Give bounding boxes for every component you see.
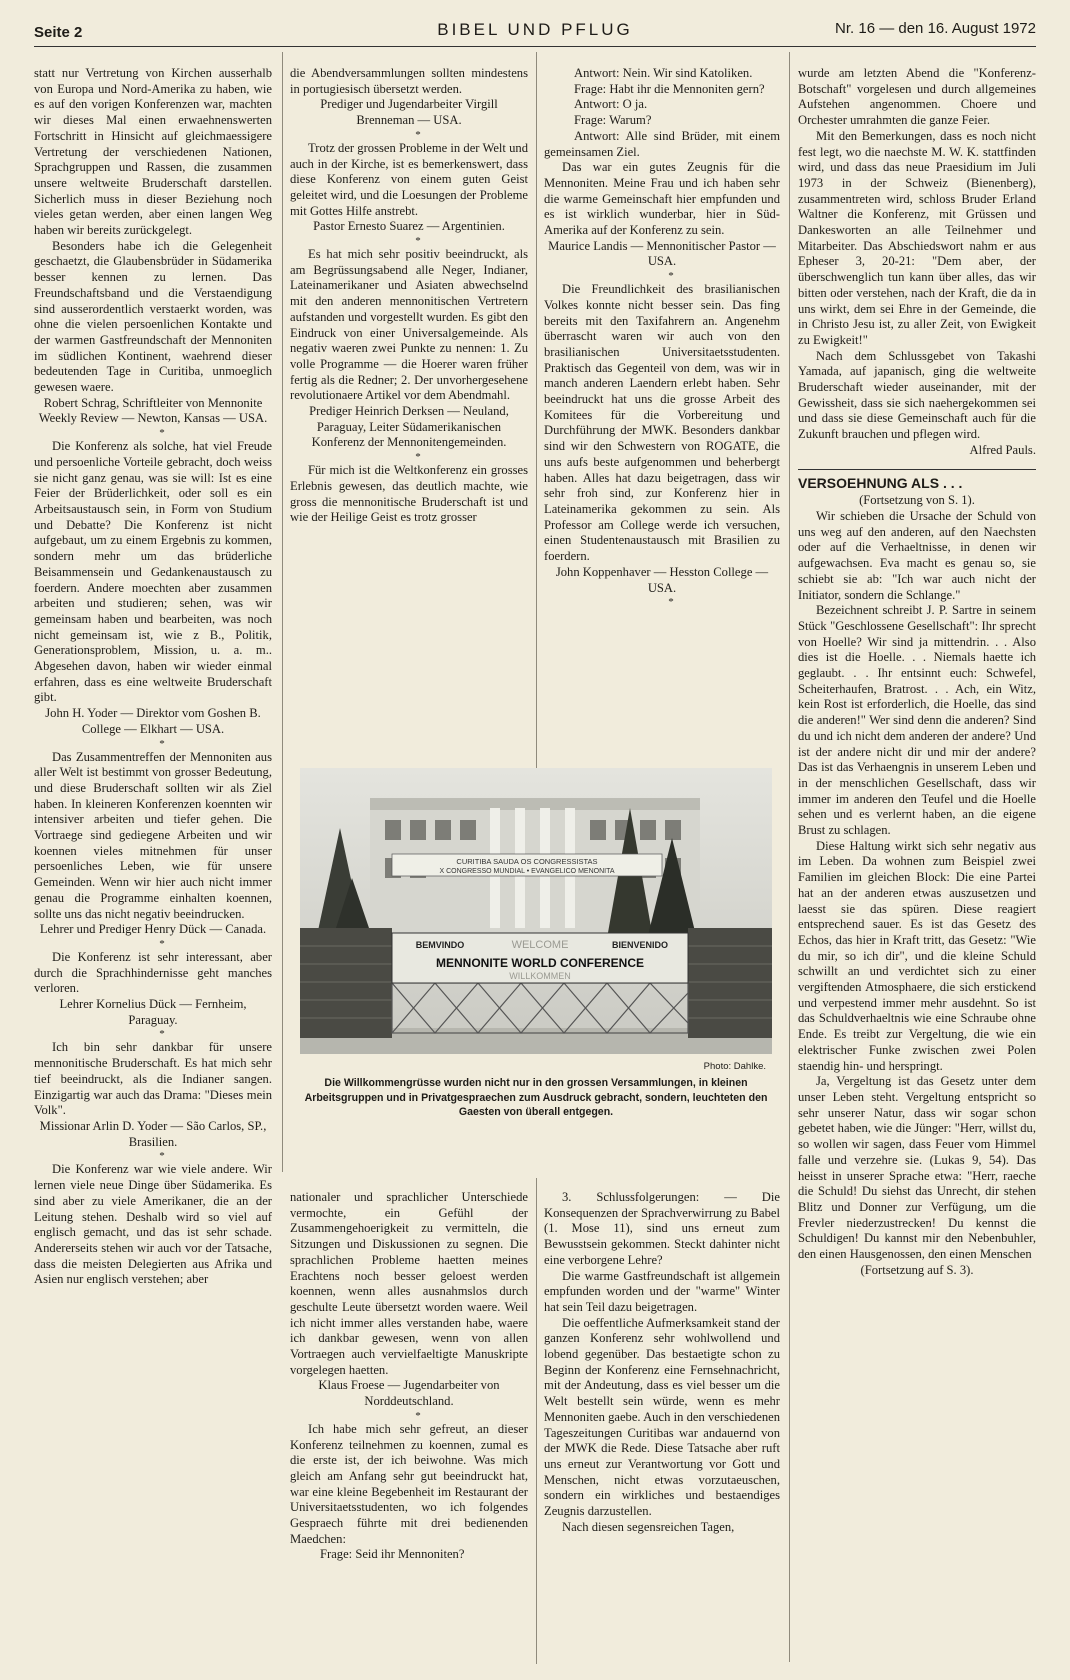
continuation-note: (Fortsetzung von S. 1). (859, 493, 975, 508)
paragraph: Die Freundlichkeit des brasilianischen Volkes konnte nicht besser sein. Das fing bereits mit den Taxifahrern an. Angenehm überrascht waren wir auch von den brasilianischen Universitaetsstudenten. Praktisch das Gegenteil von dem, was wir in manch anderen Laendern erlebt haben. Sehr beeindruckt hat uns die grosse Arbeit des Komitees für die Vorbereitung und Durchführung der MWK. Besonders dankbar sind wir den Schwestern von ROGATE, die uns aufs beste aufgenommen und beherbergt haben. Alles hat dazu beigetragen, dass wir sehr froh sind, zur Konferenz hier in Lateinamerika gekommen zu sein. Als Professor am College werde ich versuchen, einen Studentenaustausch mit Brasilien zu foerdern. (544, 282, 780, 564)
paragraph: Nach diesen segensreichen Tagen, (562, 1519, 735, 1534)
paragraph: Wir schieben die Ursache der Schuld von uns weg auf den anderen, auf den Naechsten oder auf die Verhaeltnisse, in denen wir aufgewachsen. Eva macht es genau so, sie schiebt sie ab: "Ich war auch nicht der Initiator, sondern die Schlange." (798, 508, 1036, 602)
banner-text: MENNONITE WORLD CONFERENCE (436, 956, 644, 970)
page-number: Seite 2 (34, 24, 83, 41)
paragraph: Die warme Gastfreundschaft ist allgemein empfunden worden und der "warme" Winter hat sein Teil dazu beigetragen. (544, 1268, 780, 1314)
conference-photo (300, 768, 772, 1054)
paragraph: Das war ein gutes Zeugnis für die Mennoniten. Meine Frau und ich haben sehr die warme Gemeinschaft hier empfunden und es ist wirklich wunderbar, hier in Süd-Amerika auf der Konferenz zu sein. (544, 160, 780, 238)
dialogue-line: Antwort: O ja. (574, 97, 648, 112)
column-4 (798, 66, 1036, 1278)
dialogue-line: Antwort: Alle sind Brüder, mit einem gemeinsamen Ziel. (544, 128, 780, 159)
photo-illustration (300, 768, 772, 1054)
column-divider (536, 1178, 537, 1664)
paragraph: Die Konferenz war wie viele andere. Wir lernen viele neue Dinge über Südamerika. Es sind aber zu viele Amerikaner, die an der Leitung stehen. Deshalb wird so viel auf englisch gemacht, und das ist sehr schade. Andererseits stehen wir auch vor der Tatsache, dass die meisten Delegierten aus Afrika und Asien nur englisch verstehen; aber (34, 1162, 272, 1287)
column-3-top: Antwort: Nein. Wir sind Katoliken. Frage: Habt ihr die Mennoniten gern? Antwort: O ja. Frage: Warum? Antwort: Alle sind Brüder, mit einem gemeinsamen Ziel. Das war ein gutes Zeugnis für die Mennoniten. Meine Frau und ich haben sehr die warme Gemeinschaft hier empfunden und es ist wirklich wunderbar, hier in Süd-Amerika auf der Konferenz zu sein. Maurice Landis — Mennonitischer Pastor — USA. * Die Freundlichkeit des brasilianischen Volkes konnte nicht besser sein. Das fing bereits mit den Taxifahrern an. Angenehm überrascht waren wir auch von den brasilianischen Universitaetsstudenten. Praktisch das Gegenteil von dem, was wir in manch anderen Laendern erlebt haben. Sehr beeindruckt hat uns die grosse Arbeit des Komitees für die Vorbereitung und Durchführung der MWK. Besonders dankbar sind wir den Schwestern von ROGATE, die uns aufs beste aufgenommen und beherbergt haben. Alles hat dazu beigetragen, dass wir sehr froh sind, zur Konferenz hier in Lateinamerika gekommen zu sein. Als Professor am College werde ich versuchen, einen Studentenaustausch mit Brasilien zu foerdern. John Koppenhaver — Hesston College — USA. * (544, 66, 780, 609)
signature: Klaus Froese — Jugendarbeiter von Norddeutschland. (318, 1378, 500, 1409)
paragraph: statt nur Vertretung von Kirchen ausserhalb von Europa und Nord-Amerika zu haben, wie es auf den vorigen Konferenzen war, machten wir dieses Mal einen erwaehnenswerten Fortschritt in Hinsicht auf gleichmaessigere Vertretung der verschiedenen Nationen, Sprachgruppen und Rassen, die zusammen unsere weltweite Bruderschaft darstellen. Sicherlich muss in dieser Beziehung noch vieles getan werden, aber einen langen Weg haben wir bereits zurückgelegt. (34, 66, 272, 238)
signature: Lehrer und Prediger Henry Dück — Canada. (39, 922, 267, 937)
paragraph: Ich bin sehr dankbar für unsere mennonitische Bruderschaft. Es hat mich sehr tief beeindruckt, als die Indianer sangen. Einzigartig war auch das Drama: "Dieses mein Volk". (34, 1040, 272, 1118)
photo-credit: Photo: Dahlke. (703, 1061, 766, 1072)
paragraph: Nach dem Schlussgebet von Takashi Yamada, auf japanisch, ging die weltweite Bruderschaft wieder auseinander, mit der Gewissheit, dass sie sich naehergekommen sei und dass sie diese Gemeinschaft auch für die Zukunft brauchen und pflegen wird. (798, 348, 1036, 442)
signature: Prediger Heinrich Derksen — Neuland, Paraguay, Leiter Südamerikanischen Konferenz der Mennonitengemeinden. (309, 404, 509, 450)
newspaper-title: BIBEL UND PFLUG (437, 20, 633, 39)
paragraph: Für mich ist die Weltkonferenz ein grosses Erlebnis gewesen, das deutlich machte, wie gross die mennonitische Bruderschaft ist und wie der Heilige Geist es trotz grosser (290, 463, 528, 525)
signature: John Koppenhaver — Hesston College — USA. (555, 564, 769, 595)
banner-text: BEMVINDO (415, 940, 465, 950)
continuation-note: (Fortsetzung auf S. 3). (860, 1262, 974, 1277)
paragraph: Diese Haltung wirkt sich sehr negativ aus im Leben. Da wohnen zum Beispiel zwei Familien im gleichen Block: Die eine Partei hat an der anderen etwas auszusetzen und laesst sie das spüren. Diese reagiert entsprechend sauer. Es ist das Gesetz des Echos, das hier in Kraft tritt, das Gesetz: "Wie du mir, so ich dir", und die kleine Schuld schwillt an und verdichtet sich zu einer vergiftenden Atmosphaere, die sich erstickend und verpestend immer mehr ausdehnt. So ist das Schuldverhaeltnis wie eine Schraube ohne Ende. Es treibt zur Vergeltung, die wie ein elektrischer Funke zwischen zwei Polen staendig hin- und herspringt. (798, 838, 1036, 1073)
column-2-top: die Abendversammlungen sollten mindestens in portugiesisch übersetzt werden. Prediger und Jugendarbeiter Virgill Brenneman — USA. * Trotz der grossen Probleme in der Welt und auch in der Kirche, ist es bemerkenswert, dass diese Konferenz von einem guten Geist geleitet wird, und die Loesungen der Probleme mit Gottes Hilfe anstrebt. Pastor Ernesto Suarez — Argentinien. * Es hat mich sehr positiv beeindruckt, als am Begrüssungsabend alle Neger, Indianer, Lateinamerikaner und Asiaten abwechselnd mit den anderen mennonitischen Vertretern aufstanden und vorgestellt wurden. Es gibt den Eindruck von einer Universalgemeinde. Als negativ waeren zwei Punkte zu nennen: 1. Zu volle Programme — die Hoerer waren früher fertig als die Redner; 2. Der unvorhergesehene revolutionaere Artikel vor dem Abendmahl. Prediger Heinrich Derksen — Neuland, Paraguay, Leiter Südamerikanischen Konferenz der Mennonitengemeinden. * Für mich ist die Weltkonferenz ein grosses Erlebnis gewesen, das deutlich machte, wie gross die mennonitische Bruderschaft ist und wie der Heilige Geist es trotz grosser (290, 66, 528, 525)
paragraph: Mit den Bemerkungen, dass es noch nicht fest legt, wo die naechste M. W. K. stattfinden wird, und dass das neue Praesidium im Juli 1973 in der Schweiz (Bienenberg), zusammentreten wird, schloss Bruder Erland Waltner die Konferenz, mit Grüssen und Dankesworten an alle Teilnehmer und Mitarbeiter. Das Abschiedswort nahm er aus Epheser 3, 20-21: "Dem aber, der überschwenglich tun kann über alles, das wir bitten oder verstehen, nach der Kraft, die da in uns wirkt, dem sei Ehre in der Gemeinde, die in Christo Jesu ist, zu aller Zeit, von Ewigkeit zu Ewigkeit!" (798, 128, 1036, 347)
issue-date: Nr. 16 — den 16. August 1972 (835, 20, 1036, 37)
dialogue-line: Frage: Warum? (574, 113, 652, 128)
column-1: statt nur Vertretung von Kirchen ausserhalb von Europa und Nord-Amerika zu haben, wie es auf den vorigen Konferenzen war, machten wir dieses Mal einen erwaehnenswerten Fortschritt in Hinsicht auf gleichmaessigere Vertretung der verschiedenen Nationen, Sprachgruppen und Rassen, die zusammen unsere weltweite Bruderschaft darstellen. Sicherlich muss in dieser Beziehung noch vieles getan werden, aber einen langen Weg haben wir bereits zurückgelegt. Besonders habe ich die Gelegenheit geschaetzt, die Glaubensbrüder in Südamerika besser kennen zu lernen. Das Freundschaftsband und die Verstaendigung sind ausserordentlich verstaerkt worden, was ohne die vielen persoenlichen Kontakte und der warmen Gastfreundschaft der Mennoniten im südlichen Kontinent, waehrend dieser bedeutenden Tage in Curitiba, unmoeglich gewesen waere. Robert Schrag, Schriftleiter von Mennonite Weekly Review — Newton, Kansas — USA. * Die Konferenz als solche, hat viel Freude und persoenliche Vorteile gebracht, doch weiss sie nicht ganz genau, was sie will: Ist es eine Feier der Brüderlichkeit, oder soll es ein Arbeitsaustausch sein, in Form von Studium und Debatte? Die Konferenz ist nicht aufgebaut, um zu einem Ergebnis zu kommen, sondern mehr um das brüderliche Beisammensein und Gedankenaustausch zu foerdern. Andere moechten aber zusammen arbeiten und studieren; sehen, was wir gemeinsam haben und bearbeiten, was noch nicht gemeinsam ist, wie z B., Politik, Generationsproblem, Mission, u. a. m.. Abgesehen davon, haben wir wieder einmal erfahren, dass es eine weltweite Bruderschaft gibt. John H. Yoder — Direktor vom Goshen B. College — Elkhart — USA. * Das Zusammentreffen der Mennoniten aus aller Welt ist bestimmt von grosser Bedeutung, und diese Bruderschaft sollten wir als Ziel haben. In kleineren Konferenzen koennten wir intensiver arbeiten und tiefer gehen. Die Vortraege sind gediegene Arbeiten und wir koennen vieles mitnehmen für unser persoenliches Leben, wie für unsere Gemeinden. Wenn wir hier auch nicht immer genau die Programme einhalten koennen, sollte uns das nicht negativ beeindrucken. Lehrer und Prediger Henry Dück — Canada. * Die Konferenz ist sehr interessant, aber durch die Sprachhindernisse geht manches verloren. Lehrer Kornelius Dück — Fernheim, Paraguay. * Ich bin sehr dankbar für unsere mennonitische Bruderschaft. Es hat mich sehr tief beeindruckt, als die Indianer sangen. Einzigartig war auch das Drama: "Dieses mein Volk". Missionar Arlin D. Yoder — São Carlos, SP., Brasilien. * Die Konferenz war wie viele andere. Wir lernen viele neue Dinge über Südamerika. Es sind aber zu viele Amerikaner, die an der Leitung stehen. Deshalb wird so viel auf englisch gemacht, und das ist sehr schade. Andererseits stehen wir auch vor der Tatsache, dass die meisten Delegierten aus Afrika und Asien nur englisch verstehen; aber (34, 66, 272, 1287)
banner-text: WILLKOMMEN (509, 971, 571, 981)
banner-text: X CONGRESSO MUNDIAL • EVANGELICO MENONITA (439, 868, 615, 875)
banner-text: CURITIBA SAUDA OS CONGRESSISTAS (456, 857, 598, 866)
photo-caption: Die Willkommengrüsse wurden nicht nur in den grossen Versammlungen, in kleinen Arbeitsgruppen und in Privatgespraechen zum Ausdruck gebracht, sondern, leuchteten den Gaesten von überall entgegen. (304, 1077, 768, 1118)
article-heading: VERSOEHNUNG ALS . . . (798, 469, 1036, 492)
paragraph: Bezeichnent schreibt J. P. Sartre in seinem Stück "Geschlossene Gesellschaft": Ihr sprecht von Hoelle? Wir sind ja mittendrin. . . Also dies ist die Hoelle. . . Niemals haette ich geglaubt. . . Ihr entsinnt euch: Schwefel, Scheiterhaufen, Bratrost. . . Ach, ein Witz, kein Rost ist erforderlich, die Hoelle, das sind die anderen!" Wer sind denn die anderen? Sind du und ich nicht dem anderen der andere? Und ist der andere nicht dir und mir der andere? Das ist das Verhaengnis in unserem Leben und in der menschlichen Gesellschaft, dass wir immer im anderen den Teufel und die Hoelle sehen und es verlernt haben, an die eigene Brust zu schlagen. (798, 603, 1036, 838)
column-2-bottom: nationaler und sprachlicher Unterschiede vermochte, ein Gefühl der Zusammengehoerigkeit zu vermitteln, die Sitzungen und Diskussionen zu segnen. Die sprachlichen Probleme haetten meines Erachtens noch besser geloest werden koennen, wenn alles ausnahmslos durch geschulte Leute übersetzt worden waere. Weil ich nicht immer alles verstanden habe, waere ich dankbar gewesen, wenn von allen Vortraegen auch vervielfaeltigte Manuskripte vorgelegen haetten. Klaus Froese — Jugendarbeiter von Norddeutschland. * Ich habe mich sehr gefreut, an dieser Konferenz teilnehmen zu koennen, zumal es die erste ist, der ich beiwohne. Was mich gleich am Anfang sehr gut beeindruckt hat, war eine kleine Begebenheit im Restaurant der Universitaetsstudenten, wo ich folgendes Gespraech führte mit drei bedienenden Maedchen: Frage: Seid ihr Mennoniten? (290, 1190, 528, 1562)
paragraph: Die Konferenz als solche, hat viel Freude und persoenliche Vorteile gebracht, doch weiss sie nicht ganz genau, was sie will: Ist es eine Feier der Brüderlichkeit, oder soll es ein Arbeitsaustausch sein, in Form von Studium und Debatte? Die Konferenz ist nicht aufgebaut, um zu einem Ergebnis zu kommen, sondern mehr um das brüderliche Beisammensein und Gedankenaustausch zu foerdern. Andere moechten aber zusammen arbeiten und studieren; sehen, was wir gemeinsam haben und bearbeiten, was noch nicht gemeinsam ist, wie z B., Politik, Generationsproblem, Mission, u. a. m.. Abgesehen davon, haben wir wieder einmal erfahren, dass es eine weltweite Bruderschaft gibt. (34, 439, 272, 705)
signature: Maurice Landis — Mennonitischer Pastor — USA. (548, 238, 776, 269)
column-divider (536, 52, 537, 768)
paragraph: Das Zusammentreffen der Mennoniten aus aller Welt ist bestimmt von grosser Bedeutung, und diese Bruderschaft sollten wir als Ziel haben. In kleineren Konferenzen koennten wir intensiver arbeiten und tiefer gehen. Die Vortraege sind gediegene Arbeiten und wir koennen vieles mitnehmen für unser persoenliches Leben, wie für unsere Gemeinden. Wenn wir hier auch nicht immer genau die Programme einhalten koennen, sollte uns das nicht negativ beeindrucken. (34, 749, 272, 921)
paragraph: Ich habe mich sehr gefreut, an dieser Konferenz teilnehmen zu koennen, zumal es die erste ist, der ich beiwohne. Was mich gleich am Anfang sehr gut beeindruckt hat, war eine kleine Begebenheit im Restaurant der Universitaetsstudenten, wo ich folgendes Gespraech führte mit drei bedienenden Maedchen: (290, 1421, 528, 1546)
signature: John H. Yoder — Direktor vom Goshen B. College — Elkhart — USA. (45, 706, 261, 736)
signature: Prediger und Jugendarbeiter Virgill Brenneman — USA. (320, 97, 498, 128)
banner-text: BIENVENIDO (611, 940, 669, 950)
paragraph: Ja, Vergeltung ist das Gesetz unter dem unser Leben steht. Vergeltung entspricht so sehr unserer Natur, dass wir sogar schon gebetet haben, wie die Jünger: "Herr, willst du, so wollen wir sagen, dass Feuer vom Himmel falle und verzehre sie. (Lukas 9, 54). Das heisst in unserer Sprache etwa: "Herr, raeche die Schuld! Du siehst das Unrecht, dir stehen Blitz und Donner zur Verfügung, um die Frevler niederzustrecken! Du kennst die Schuldigen! Du kannst mir den Nebenbuhler, den einen Hausgenossen, den einen Menschen (798, 1074, 1036, 1262)
paragraph: die Abendversammlungen sollten mindestens in portugiesisch übersetzt werden. (290, 66, 528, 96)
dialogue-line: Frage: Habt ihr die Mennoniten gern? (574, 81, 765, 96)
page-header (34, 18, 1036, 46)
column-divider (789, 52, 790, 1662)
signature: Alfred Pauls. (969, 442, 1036, 457)
dialogue-line: Frage: Seid ihr Mennoniten? (320, 1547, 465, 1562)
signature: Missionar Arlin D. Yoder — São Carlos, SP., Brasilien. (39, 1119, 267, 1149)
banner-text: WELCOME (511, 939, 569, 951)
paragraph: Die Konferenz ist sehr interessant, aber durch die Sprachhindernisse geht manches verloren. (34, 949, 272, 996)
paragraph: Es hat mich sehr positiv beeindruckt, als am Begrüssungsabend alle Neger, Indianer, Lateinamerikaner und Asiaten abwechselnd mit den anderen mennonitischen Vertretern aufstanden und vorgestellt wurden. Es gibt den Eindruck von einer Universalgemeinde. Als negativ waeren zwei Punkte zu nennen: 1. Zu volle Programme — die Hoerer waren früher fertig als die Redner; 2. Der unvorhergesehene revolutionaere Artikel vor dem Abendmahl. (290, 247, 528, 403)
signature: Pastor Ernesto Suarez — Argentinien. (313, 219, 505, 234)
header-rule (34, 46, 1036, 47)
paragraph: Die oeffentliche Aufmerksamkeit stand der ganzen Konferenz sehr wohlwollend und lobend gegenüber. Das bestaetigte schon zu Beginn der Konferenz eine Fernsehnachricht, mit der Andeutung, dass es viel besser um die Welt bestellt sein würde, wenn es mehr Mennoniten gaebe. Auch in den verschiedenen Tageszeitungen Curitibas war andauernd von der MWK die Rede. Diese Tatsache aber ruft uns erneut zur Verantwortung vor Gott und Menschen, nicht etwas vorzutaeuschen, sondern ein wirkliches und bestaendiges Zeugnis darzustellen. (544, 1315, 780, 1519)
paragraph: nationaler und sprachlicher Unterschiede vermochte, ein Gefühl der Zusammengehoerigkeit zu vermitteln, die Sitzungen und Diskussionen zu segnen. Die sprachlichen Probleme haetten meines Erachtens noch besser geloest werden koennen, wenn alles ausnahmslos durch geschulte Leute übersetzt worden waere. Weil ich nicht immer alles verstanden habe, waere ich dankbar gewesen, wenn von allen Vortraegen auch vervielfaeltigte Manuskripte vorgelegen haetten. (290, 1190, 528, 1377)
paragraph: Trotz der grossen Probleme in der Welt und auch in der Kirche, ist es bemerkenswert, dass diese Konferenz von einem guten Geist geleitet wird, und die Loesungen der Probleme mit Gottes Hilfe anstrebt. (290, 140, 528, 218)
column-divider (282, 52, 283, 1172)
paragraph: 3. Schlussfolgerungen: — Die Konsequenzen der Sprachverwirrung zu Babel (1. Mose 11), sind uns erneut zum Bewusstsein gekommen. Steckt dahinter nicht eine verborgene Lehre? (544, 1190, 780, 1267)
paragraph: Besonders habe ich die Gelegenheit geschaetzt, die Glaubensbrüder in Südamerika besser kennen zu lernen. Das Freundschaftsband und die Verstaendigung sind ausserordentlich verstaerkt worden, was ohne die vielen persoenlichen Kontakte und der warmen Gastfreundschaft der Mennoniten im südlichen Kontinent, waehrend dieser bedeutenden Tage in Curitiba, unmoeglich gewesen waere. (34, 238, 272, 395)
column-3-bottom (544, 1190, 780, 1535)
paragraph: wurde am letzten Abend die "Konferenz-Botschaft" vorgelesen und durch allgemeines Aufstehen angenommen. Choere und Orchester umrahmten die ganze Feier. (798, 66, 1036, 128)
dialogue-line: Antwort: Nein. Wir sind Katoliken. (574, 66, 753, 80)
signature: Lehrer Kornelius Dück — Fernheim, Paraguay. (59, 997, 247, 1027)
photo-block (300, 768, 772, 1116)
signature: Robert Schrag, Schriftleiter von Mennonite Weekly Review — Newton, Kansas — USA. (38, 395, 268, 426)
